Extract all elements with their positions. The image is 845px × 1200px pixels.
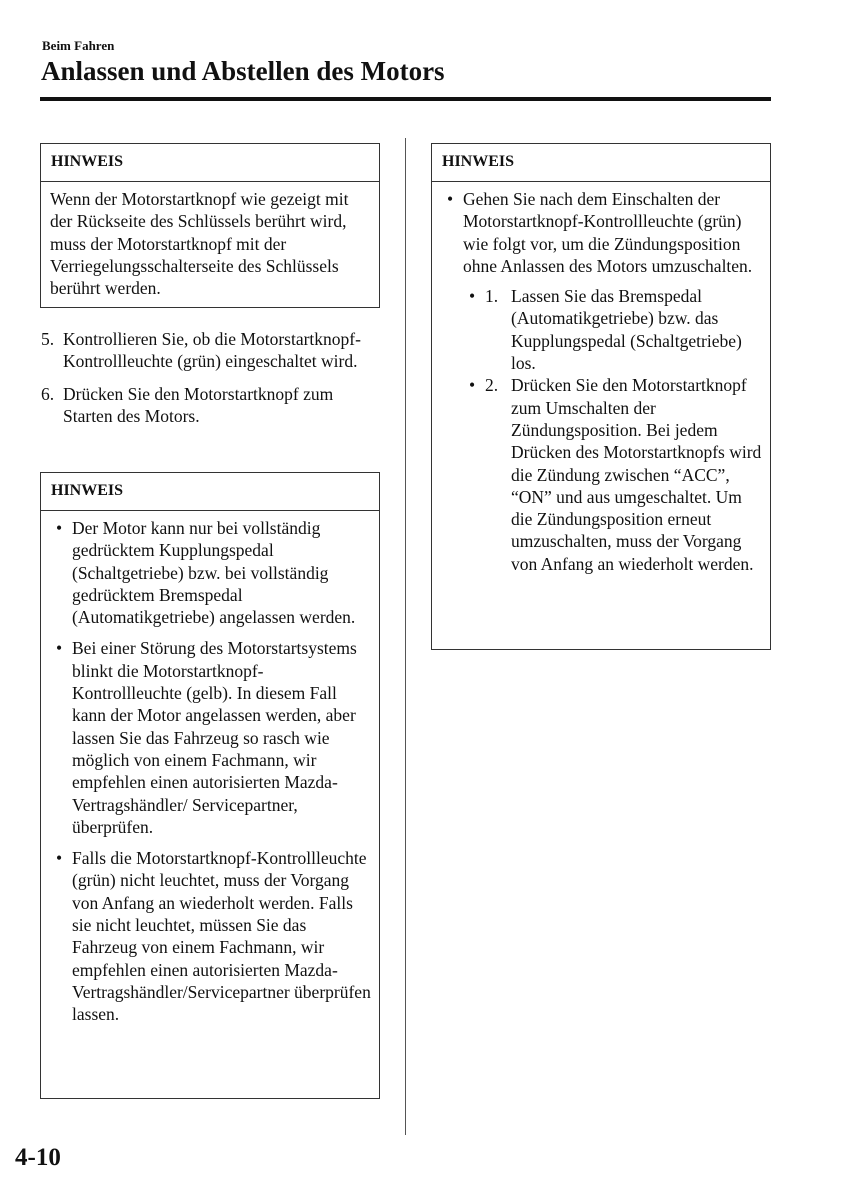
note-box-start-conditions	[40, 472, 380, 1099]
note-box-ignition-switch	[431, 143, 771, 650]
step-number: 6.	[41, 383, 55, 404]
note-heading: HINWEIS	[41, 144, 379, 182]
note-bullet-item	[441, 188, 762, 575]
title-divider	[40, 97, 771, 101]
page-number: 4-10	[15, 1144, 61, 1171]
note-bullet-item: • Falls die Motorstartknopf-Kontrollleuchte (grün) nicht leuchtet, muss der Vorgang von Anfang an wiederholt werden. Falls sie nicht leuchtet, müssen Sie das Fahrzeug von einem Fachmann, wir empfehlen einen autorisierten Mazda-Vertragshändler/Servicepartner überprüfen lassen.	[50, 847, 371, 1025]
column-divider	[405, 138, 406, 1135]
note-body	[432, 182, 770, 592]
step-number: 5.	[41, 329, 55, 349]
note-text: Wenn der Motorstartknopf wie gezeigt mit der Rückseite des Schlüssels berührt wird, muss der Motorstartknopf mit der Verriegelungsschalterseite des Schlüssels berührt werden.	[50, 189, 349, 299]
note-heading: HINWEIS	[41, 473, 379, 511]
note-bullet-item: • Der Motor kann nur bei vollständig gedrücktem Kupplungspedal (Schaltgetriebe) bzw. bei vollständig gedrücktem Bremspedal (Automatikgetriebe) angelassen werden.	[50, 517, 371, 628]
note-bullet-text: Gehen Sie nach dem Einschalten der Motorstartknopf-Kontrollleuchte (grün) wie folgt vor, um die Zündungsposition ohne Anlassen des Motors umzuschalten.	[463, 189, 753, 276]
note-box-key-side	[40, 143, 380, 308]
section-label: Beim Fahren	[42, 38, 115, 53]
procedure-step	[41, 383, 386, 428]
procedure-step	[41, 328, 386, 373]
note-substep	[463, 285, 762, 374]
note-bullet-item: • Bei einer Störung des Motorstartsystems blinkt die Motorstartknopf-Kontrollleuchte (gelb). In diesem Fall kann der Motor angelassen werden, aber lassen Sie das Fahrzeug so rasch wie möglich von einem Fachmann, wir empfehlen einen autorisierten Mazda-Vertragshändler/ Servicepartner, überprüfen.	[50, 637, 371, 838]
step-text: Drücken Sie den Motorstartknopf zum Starten des Motors.	[63, 383, 334, 426]
procedure-steps	[41, 328, 386, 437]
substep-text: Drücken Sie den Motorstartknopf zum Umschalten der Zündungsposition. Bei jedem Drücken des Motorstartknopfs wird die Zündung zwischen “ACC”, “ON” und aus umgeschaltet. Um die Zündungsposition erneut umzuschalten, muss der Vorgang von Anfang an wiederholt werden.	[511, 375, 762, 574]
note-heading: HINWEIS	[432, 144, 770, 182]
note-body	[41, 511, 379, 1043]
note-substep	[463, 374, 762, 575]
substep-number: • 1.	[485, 286, 499, 307]
page-title: Anlassen und Abstellen des Motors	[41, 56, 445, 86]
substep-text: Lassen Sie das Bremspedal (Automatikgetriebe) bzw. das Kupplungspedal (Schaltgetriebe) los.	[511, 286, 742, 374]
step-text: Kontrollieren Sie, ob die Motorstartknopf-Kontrollleuchte (grün) eingeschaltet wird.	[63, 329, 361, 372]
substep-number: • 2.	[485, 375, 499, 396]
